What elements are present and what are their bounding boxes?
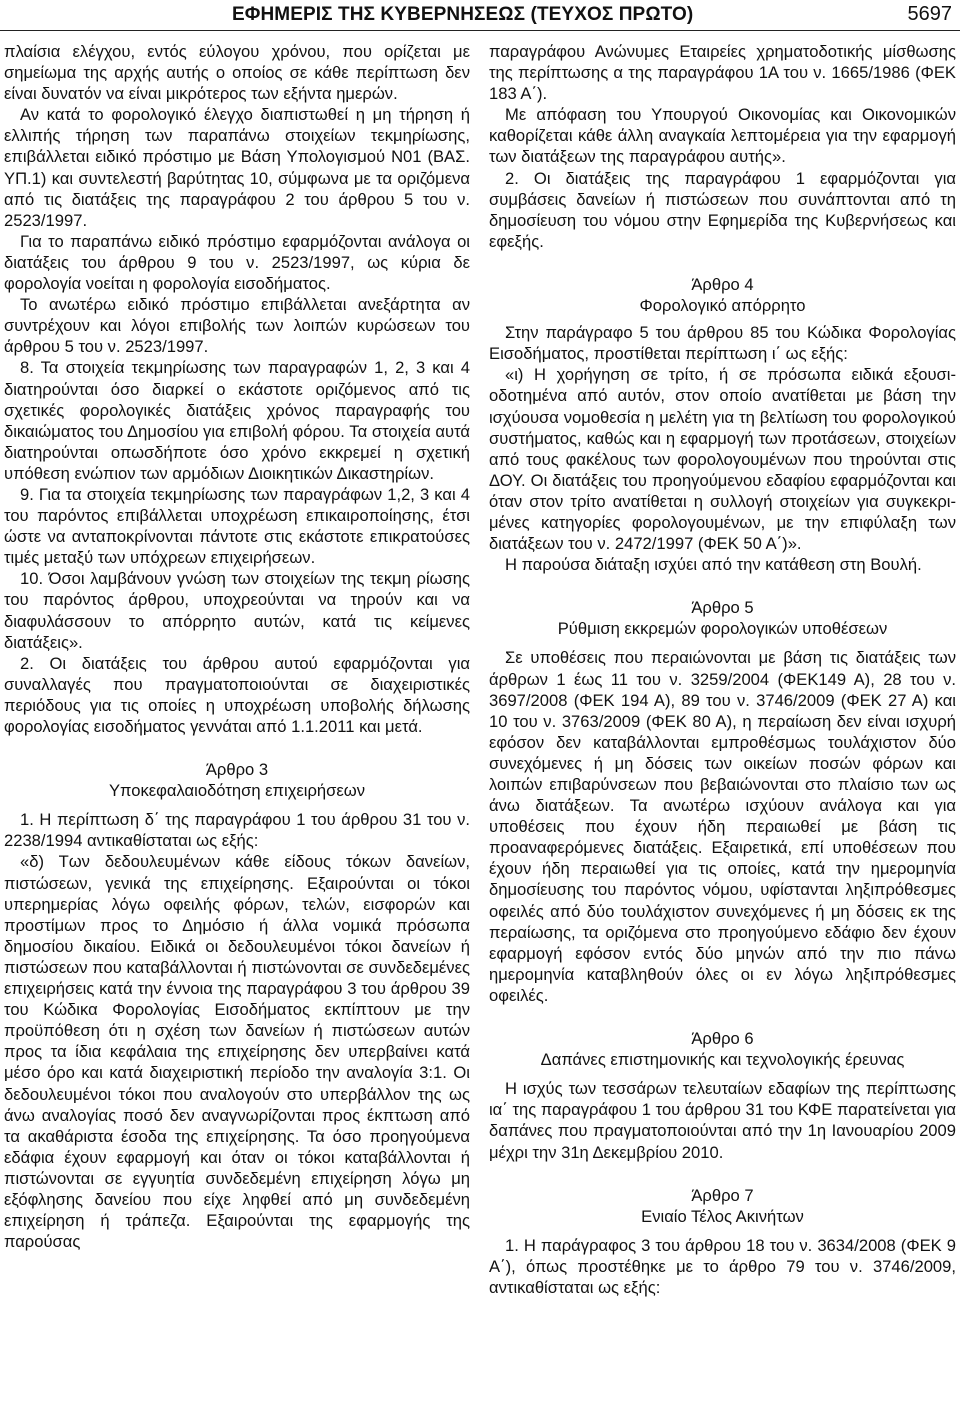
paragraph: 9. Για τα στοιχεία τεκμηρίωσης των παραγράφων 1,2, 3 και 4 του παρόντος επιβάλλεται υποχρέωση επικαιροποίησης, έτσι ώστε να ανταποκρίνονται πάντοτε στις εκάστοτε επικρατούσες τιμές μεταξύ των υπόχρεων επιχειρήσεων. [4, 484, 470, 568]
right-column [489, 41, 956, 1298]
article-4-title: Άρθρο 4 [691, 274, 754, 294]
paragraph: 10. Όσοι λαμβάνουν γνώση των στοιχείων της τεκμη ρίωσης του παρόντος άρθρου, υποχρεούνται να τηρούν και να διαφυλάσσουν το απόρρητο αυτών, κατά τις κείμενες διατάξεις». [4, 569, 470, 652]
gazette-title: ΕΦΗΜΕΡΙΣ ΤΗΣ ΚΥΒΕΡΝΗΣΕΩΣ (ΤΕΥΧΟΣ ΠΡΩΤΟ) [232, 4, 694, 25]
article-3-title: Άρθρο 3 [205, 760, 269, 780]
paragraph: 8. Τα στοιχεία τεκμηρίωσης των παραγραφών 1, 2, 3 και 4 διατηρούνται όσο διαρκεί ο εκάστοτε οριζόμενος από τις σχετικές φορολογικές διατάξεις χρόνος παραγραφής του δικαιώματος του Δημοσίου για επιβολή φόρου. Τα στοιχεία αυτά διατηρούνται οπωσδήποτε όσο χρόνο εκκρεμεί η σχετική υπόθεση ενώπιον των αρμόδιων Διοικητικών Δικαστηρίων. [4, 358, 470, 483]
left-column [4, 41, 470, 1252]
paragraph: Σε υποθέσεις που περαιώνονται με βάση τις διατάξεις των άρθρων 1 έως 11 του ν. 3259/2004 (ΦΕΚ149 Α), 28 του ν. 3697/2008 (ΦΕΚ 194 Α), 89 του ν. 3746/2009 (ΦΕΚ 27 Α) και 10 του ν. 3763/2009 (ΦΕΚ 80 Α), η περαίωση δεν είναι ισχυρή εφόσον δεν καταβάλλονται εμπροθέσμως τουλάχιστον δύο συνεχόμενες ή μη δόσεις των οικείων ποσών φόρων και λοιπών επιβαρύνσεων που βεβαιώνονται στο πλαίσιο των ως άνω διατάξεων. Τα ανωτέρω ισχύουν ανάλογα και για υποθέσεις που έχουν ήδη περαιωθεί με βάση τις προαναφερόμενες διατάξεις. Εξαιρετικά, επί υποθέσεων που έχουν ήδη περαιωθεί για τις οποίες, κατά την ημερομηνία δημοσίευσης του παρόντος νόμου, υφίστανται ληξιπρόθεσμες οφειλές από δύο τουλάχιστον συνεχόμενες ή μη δόσεις εκ της περαίωσης, τα οριζόμενα στο προηγούμενο εδάφιο δεν έχουν εφαρμογή εφόσον εντός δύο μηνών από την πιο πάνω ημερομηνία καταβληθούν όλες οι εν λόγω ληξιπρόθεσμες οφειλές. [489, 648, 956, 1005]
article-7-title: Άρθρο 7 [691, 1185, 754, 1205]
paragraph: «ι) Η χορήγηση σε τρίτο, ή σε πρόσωπα ειδικά εξουσιοδοτημένα από αυτόν, στον οποίο ανατίθεται με βάση την ισχύουσα νομοθεσία η μελέτη για τη βελτίωση του φορολογικού συστήματος, καθώς και η εφαρμογή των προτάσεων, στοιχείων από τους φακέλους των φορολογουμένων που τηρούνται στις ΔΟΥ. Οι διατάξεις του προηγούμενου εδαφίου εφαρμόζονται και όταν στον τρίτο ανατίθεται η συλλογή στοιχείων για συγκεκριμένες κατηγορίες φορολογουμένων, με την επιφύλαξη των διατάξεων του ν. 2472/1997 (ΦΕΚ 50 Α΄)». [489, 365, 956, 554]
paragraph: Αν κατά το φορολογικό έλεγχο διαπιστωθεί η μη τήρηση ή ελλιπής τήρηση των παραπάνω στοιχείων τεκμηρίωσης, επιβάλλεται ειδικό πρόστιμο με Βάση Υπολογισμού Ν01 (ΒΑΣ. ΥΠ.1) και συντελεστή βαρύτητας 10, σύμφωνα με τα οριζόμενα από τις διατάξεις της παραγράφου 2 του άρθρου 5 του ν. 2523/1997. [4, 105, 470, 230]
paragraph: Με απόφαση του Υπουργού Οικονομίας και Οικονομικών καθορίζεται κάθε άλλη αναγκαία λεπτομέρεια για την εφαρμογή των διατάξεων της παραγράφου αυτής». [489, 105, 956, 167]
paragraph: 1. Η περίπτωση δ΄ της παραγράφου 1 του άρθρου 31 του ν. 2238/1994 αντικαθίσταται ως εξής: [4, 810, 470, 851]
paragraph: «δ) Των δεδουλευμένων κάθε είδους τόκων δανείων, πιστώσεων, γενικά της επιχείρησης. Εξαιρούνται οι τόκοι υπερημερίας λόγω οφειλής φόρων, τελών, εισφορών και προστίμων προς το Δημόσιο ή άλλα νομικά πρόσωπα δημοσίου δικαίου. Ειδικά οι δεδουλευμένοι τόκοι δανείων ή πιστώσεων που καταβάλλονται ή πιστώνονται σε συνδεδεμένες επιχειρήσεις κατά την έννοια της παραγράφου 3 του άρθρου 39 του Κώδικα Φορολογίας Εισοδήματος εκπίπτουν με την προϋπόθεση ότι η σχέση των δανείων ή πιστώσεων αυτών προς τα ίδια κεφάλαια της επιχείρησης δεν υπερβαίνει κατά μέσο όρο και κατά διαχειριστική περίοδο την αναλογία 3:1. Οι δεδουλευμένοι τόκοι που αναλογούν στο υπερβάλλον της ως άνω αναλογίας ποσό δεν αναγνωρίζονται προς έκπτωση από τα ακαθάριστα έσοδα της επιχείρησης. Τα όσο προηγούμενα εδάφια έχουν εφαρμογή και όταν οι τόκοι καταβάλλονται ή πιστώνονται σε εγγυητία συνδεδεμένη επιχείρηση λόγω μη εξόφλησης δανείου που είχε ληφθεί από μη συνδεδεμένη επιχείρηση ή τράπεζα. Εξαιρούνται της εφαρμογής της παρούσας [4, 852, 470, 1252]
paragraph: Η ισχύς των τεσσάρων τελευταίων εδαφίων της περίπτωσης ια΄ της παραγράφου 1 του άρθρου 31 του ΚΦΕ παρατείνεται για δαπάνες που πραγματοποιούνται από την 1η Ιανουαρίου 2009 μέχρι την 31η Δεκεμβρίου 2010. [489, 1079, 956, 1162]
article-5-title: Άρθρο 5 [691, 598, 754, 618]
paragraph: Η παρούσα διάταξη ισχύει από την κατάθεση στη Βουλή. [505, 555, 922, 575]
paragraph: Στην παράγραφο 5 του άρθρου 85 του Κώδικα Φορολογίας Εισοδήματος, προστίθεται περίπτωση ι΄ ως εξής: [489, 323, 956, 364]
article-6-title: Άρθρο 6 [691, 1029, 754, 1049]
article-7-subtitle: Ενιαίο Τέλος Ακινήτων [641, 1206, 804, 1226]
paragraph: Το ανωτέρω ειδικό πρόστιμο επιβάλλεται ανεξάρτητα αν συντρέχουν και λόγοι επιβολής των λοιπών κυρώσεων του άρθρου 5 του ν. 2523/1997. [4, 295, 470, 357]
paragraph: Για το παραπάνω ειδικό πρόστιμο εφαρμόζονται ανάλογα οι διατάξεις του άρθρου 9 του ν. 2523/1997, ως κύρια δε φορολογία νοείται η φορολογία εισοδήματος. [4, 231, 470, 294]
paragraph: πλαίσια ελέγχου, εντός εύλογου χρόνου, που ορίζεται με σημείωμα της αρχής αυτής ο οποίος σε κάθε περίπτωση δεν είναι δυνατόν να είναι μικρότερος των εξήντα ημερών. [4, 42, 470, 104]
paragraph: 1. Η παράγραφος 3 του άρθρου 18 του ν. 3634/2008 (ΦΕΚ 9 Α΄), όπως προστέθηκε με το άρθρο 79 του ν. 3746/2009, αντικαθίσταται ως εξής: [489, 1235, 956, 1297]
article-5-subtitle: Ρύθμιση εκκρεμών φορολογικών υποθέσεων [557, 619, 888, 639]
article-6-subtitle: Δαπάνες επιστημονικής και τεχνολογικής έρευνας [540, 1050, 905, 1070]
header-rule [0, 30, 960, 31]
article-4-subtitle: Φορολογικό απόρρητο [639, 296, 806, 316]
article-3-subtitle: Υποκεφαλαιοδότηση επιχειρήσεων [108, 781, 366, 801]
page-header [0, 0, 960, 30]
paragraph: 2. Οι διατάξεις της παραγράφου 1 εφαρμόζονται για συμβάσεις δανείων ή πιστώσεων που συνάπτονται από τη δημοσίευση του νόμου στην Εφημερίδα της Κυβερνήσεως και εφεξής. [489, 168, 956, 251]
paragraph: 2. Οι διατάξεις του άρθρου αυτού εφαρμόζονται για συναλλαγές που πραγματοποιούνται σε διαχειριστικές περιόδους για τις οποίες η υποχρέωση υποβολής δήλωσης φορολογίας εισοδήματος γεννάται από 1.1.2011 και μετά. [4, 653, 470, 736]
paragraph: παραγράφου Ανώνυμες Εταιρείες χρηματοδοτικής μίσθωσης της περίπτωσης α της παραγράφου 1Α του ν. 1665/1986 (ΦΕΚ 183 Α΄). [489, 42, 956, 104]
page-number: 5697 [907, 3, 952, 25]
